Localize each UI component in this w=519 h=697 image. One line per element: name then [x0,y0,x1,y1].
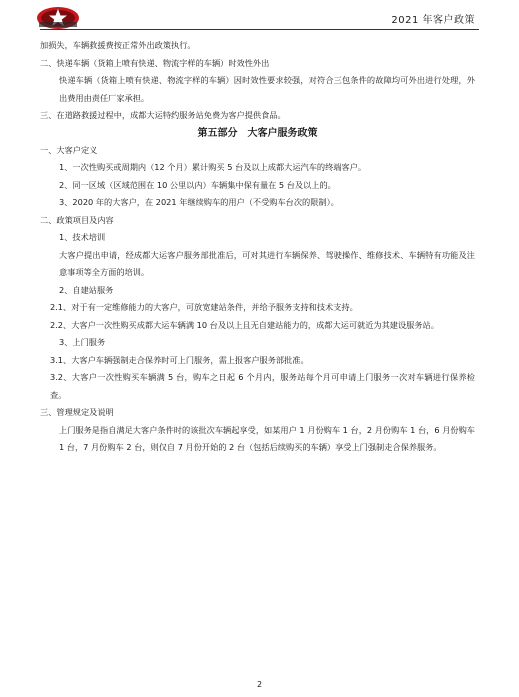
subheading-self-built-station: 2、自建站服务 [59,284,114,295]
paragraph-road-rescue-food: 三、在道路救援过程中，成都大运特约服务站免费为客户提供食品。 [40,110,286,120]
section-heading-policy-items: 二、政策项目及内容 [40,214,114,225]
section-heading-definition: 一、大客户定义 [40,144,98,155]
page-number: 2 [256,680,263,689]
part-five-title: 第五部分 大客户服务政策 [197,127,318,139]
header-title: 2021 年客户政策 [391,15,475,26]
section-heading-express-vehicles: 二、快递车辆（货箱上喷有快递、物流字样的车辆）时效性外出 [40,57,270,68]
company-logo [36,6,80,30]
definition-item: 1、一次性购买或周期内（12 个月）累计购买 5 台及以上成都大运汽车的终端客户。 [59,162,367,172]
section-heading-management: 三、管理规定及说明 [40,407,114,417]
paragraph-training: 大客户提出申请，经成都大运客户服务部批准后，可对其进行车辆保养、驾驶操作、维修技术、车辆特有功能及注意事项等全方面的培训。 [59,249,475,277]
header-divider [40,29,479,30]
definition-item: 3、2020 年的大客户，在 2021 年继续购车的用户（不受购车台次的限制）。 [59,197,339,207]
paragraph-management: 上门服务是指自满足大客户条件时的该批次车辆起享受，如某用户 1 月份购车 1 台，2 月份购车 1 台，6 月份购车 1 台，7 月份购车 2 台，则仅自 7 月份开始的 2 台（包括后续购买的车辆）享受上门强制走合保养服务。 [59,424,475,452]
subheading-training: 1、技术培训 [59,232,106,242]
door-service-item: 3.2、大客户一次性购买车辆满 5 台，购车之日起 6 个月内，服务站每个月可申请上门服务一次对车辆进行保养检查。 [50,372,475,400]
definition-item: 2、同一区域（区域范围在 10 公里以内）车辆集中保有量在 5 台及以上的。 [59,179,336,190]
station-item: 2.2、大客户一次性购买成都大运车辆满 10 台及以上且无自建站能力的，成都大运可就近为其建设服务站。 [50,319,439,330]
station-item: 2.1、对于有一定维修能力的大客户，可放宽建站条件，并给予服务支持和技术支持。 [50,302,358,312]
document-body [40,37,475,457]
door-service-item: 3.1、大客户车辆强制走合保养时可上门服务，需上报客户服务部批准。 [50,354,309,365]
paragraph-carryover: 加损失，车辆救援费按正常外出政策执行。 [40,40,196,50]
paragraph-express-vehicles: 快递车辆（货箱上喷有快递、物流字样的车辆）因时效性要求较强，对符合三包条件的故障均可外出进行处理，外出费用由责任厂家承担。 [59,75,475,103]
subheading-door-service: 3、上门服务 [59,337,106,347]
